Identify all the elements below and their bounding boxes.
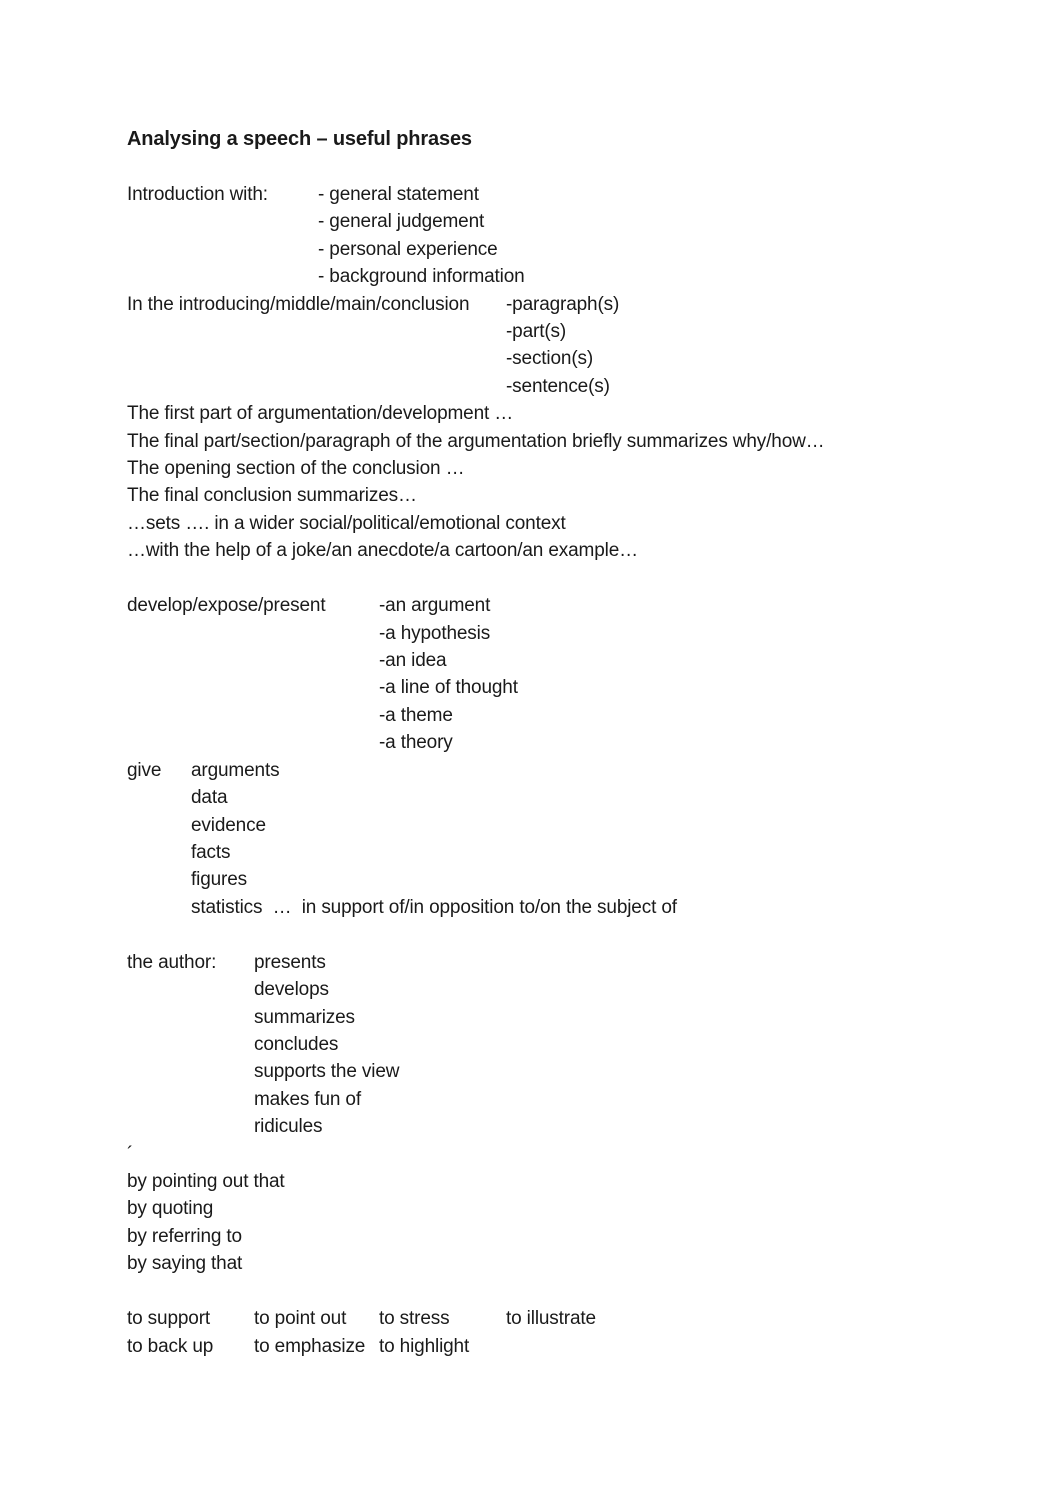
text-segment: …with the help of a joke/an anecdote/a cartoon/an example… [127,540,638,562]
blank-line [127,565,1061,592]
text-segment: evidence [191,814,266,836]
blank-line [127,1278,1061,1305]
text-line [127,1004,1061,1031]
text-line [127,236,1061,263]
text-segment: In the introducing/middle/main/conclusion [127,293,470,315]
text-line [127,674,1061,701]
text-line [127,208,1061,235]
text-segment: -section(s) [506,348,594,370]
text-line [127,866,1061,893]
text-segment: facts [191,841,231,863]
text-line [127,263,1061,290]
text-line [127,812,1061,839]
text-segment: -a hypothesis [379,622,491,644]
text-segment: …sets …. in a wider social/political/emotional context [127,512,566,534]
text-line [127,181,1061,208]
text-segment: by quoting [127,1198,214,1220]
text-line [127,976,1061,1003]
text-line [127,949,1061,976]
text-segment: -sentence(s) [506,375,610,397]
text-segment: statistics … in support of/in opposition to/on the subject of [191,896,677,918]
text-line [127,373,1061,400]
text-segment: The first part of argumentation/development … [127,403,514,425]
text-segment: to highlight [379,1335,470,1357]
text-line [127,894,1061,921]
text-segment: by saying that [127,1253,243,1275]
text-segment: -paragraph(s) [506,293,620,315]
text-segment: The final conclusion summarizes… [127,485,417,507]
text-segment: -part(s) [506,320,567,342]
text-line [127,537,1061,564]
text-segment: supports the view [254,1061,400,1083]
text-line [127,1250,1061,1277]
text-line [127,1058,1061,1085]
text-line [127,1113,1061,1140]
document-content [127,126,1061,1360]
text-segment: the author: [127,951,217,973]
text-segment: ridicules [254,1116,323,1138]
text-line [127,455,1061,482]
text-line [127,345,1061,372]
text-line [127,784,1061,811]
text-segment: - personal experience [318,238,498,260]
text-segment: develop/expose/present [127,595,326,617]
text-segment: concludes [254,1033,339,1055]
text-segment: The opening section of the conclusion … [127,458,465,480]
text-segment: figures [191,869,247,891]
text-segment: summarizes [254,1006,355,1028]
text-segment: The final part/section/paragraph of the argumentation briefly summarizes why/how… [127,430,825,452]
document-title-line [127,126,1061,153]
text-line [127,428,1061,455]
text-segment: by referring to [127,1225,242,1247]
text-segment: - general statement [318,183,479,205]
text-line [127,839,1061,866]
text-segment: presents [254,951,326,973]
text-line [127,702,1061,729]
text-line [127,620,1061,647]
text-segment: - general judgement [318,211,485,233]
text-line [127,1031,1061,1058]
text-line [127,1141,1061,1168]
text-segment: give [127,759,162,781]
text-segment: -an idea [379,650,447,672]
text-segment: -a theory [379,732,453,754]
text-segment: by pointing out that [127,1171,285,1193]
text-segment: data [191,787,228,809]
text-segment: to point out [254,1308,347,1330]
text-line [127,757,1061,784]
text-segment: Introduction with: [127,183,268,205]
text-segment: develops [254,979,329,1001]
text-segment: makes fun of [254,1088,361,1110]
text-line [127,1195,1061,1222]
blank-line [127,153,1061,180]
text-segment: to emphasize [254,1335,366,1357]
text-segment: to stress [379,1308,450,1330]
text-line [127,1305,1061,1332]
text-line [127,400,1061,427]
text-line [127,1168,1061,1195]
text-segment: -an argument [379,595,491,617]
text-line [127,1333,1061,1360]
text-line [127,729,1061,756]
text-segment: -a theme [379,704,453,726]
text-line [127,291,1061,318]
text-segment: - background information [318,266,525,288]
text-segment: -a line of thought [379,677,518,699]
text-line [127,1086,1061,1113]
text-segment: to illustrate [506,1308,596,1330]
text-segment: arguments [191,759,280,781]
text-line [127,510,1061,537]
text-line [127,482,1061,509]
text-line [127,647,1061,674]
blank-line [127,921,1061,948]
page-title: Analysing a speech – useful phrases [127,128,472,150]
text-line [127,592,1061,619]
text-line [127,318,1061,345]
text-line [127,1223,1061,1250]
text-segment: ´ [127,1143,134,1165]
text-segment: to back up [127,1335,214,1357]
text-segment: to support [127,1308,210,1330]
